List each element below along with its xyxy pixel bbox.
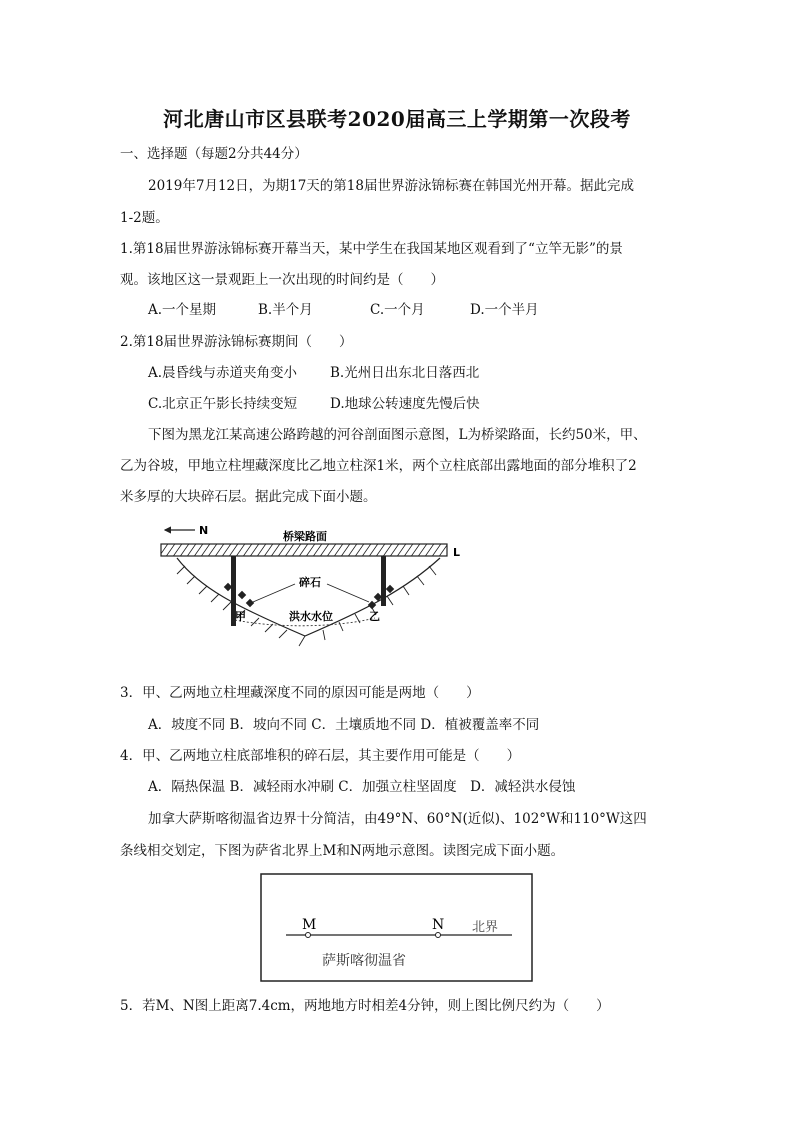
gravel-pointer-right	[327, 584, 369, 602]
q1-option-b: B.半个月	[258, 302, 313, 318]
gravel-yi-3	[368, 601, 376, 609]
gravel-pointer-left	[253, 584, 295, 602]
intro3-line2: 条线相交划定，下图为萨省北界上M和N两地示意图。读图完成下面小题。	[120, 843, 565, 859]
q4-stem: 4．甲、乙两地立柱底部堆积的碎石层，其主要作用可能是（ ）	[120, 748, 521, 764]
q2-option-a: A.晨昏线与赤道夹角变小	[148, 365, 298, 381]
q1-stem-line1: 1.第18届世界游泳锦标赛开幕当天，某中学生在我国某地区观看到了“立竿无影”的景	[120, 241, 623, 257]
gravel-jia	[224, 583, 232, 591]
jia-label: 甲	[235, 610, 246, 623]
intro2-line3: 米多厚的大块碎石层。据此完成下面小题。	[120, 489, 377, 505]
q2-option-d: D.地球公转速度先慢后快	[330, 396, 480, 412]
province-label: 萨斯喀彻温省	[322, 953, 406, 969]
intro2-line1: 下图为黑龙江某高速公路跨越的河谷剖面图示意图，L为桥梁路面，长约50米，甲、	[148, 427, 647, 443]
q2-option-c: C.北京正午影长持续变短	[148, 396, 298, 412]
north-label: N	[199, 524, 209, 537]
q1-stem-line2: 观。该地区这一景观距上一次出现的时间约是（ ）	[120, 272, 444, 288]
saskatchewan-border-figure	[260, 873, 534, 983]
q1-option-a: A.一个星期	[148, 302, 217, 318]
intro1-line2: 1-2题。	[120, 210, 169, 226]
q4-options: A．隔热保温 B．减轻雨水冲刷 C．加强立柱坚固度 D．减轻洪水侵蚀	[148, 779, 576, 795]
q3-options: A．坡度不同 B．坡向不同 C．土壤质地不同 D．植被覆盖率不同	[148, 717, 540, 733]
gravel-label: 碎石	[299, 576, 321, 589]
flood-level-label: 洪水水位	[289, 610, 333, 623]
point-n-icon	[436, 933, 441, 938]
q1-option-d: D.一个半月	[470, 302, 539, 318]
intro2-line2: 乙为谷坡，甲地立柱埋藏深度比乙地立柱深1米，两个立柱底部出露地面的部分堆积了2	[120, 458, 637, 474]
north-border-label: 北界	[472, 920, 499, 935]
yi-label: 乙	[369, 610, 380, 623]
gravel-yi	[386, 585, 394, 593]
gravel-jia-3	[246, 599, 254, 607]
q1-option-c: C.一个月	[370, 302, 425, 318]
point-m-label: M	[302, 917, 317, 933]
bridge-label: 桥梁路面	[283, 530, 327, 543]
q3-stem: 3．甲、乙两地立柱埋藏深度不同的原因可能是两地（ ）	[120, 685, 480, 701]
q5-stem: 5．若M、N图上距离7.4cm，两地地方时相差4分钟，则上图比例尺约为（ ）	[120, 998, 610, 1014]
intro1-line1: 2019年7月12日，为期17天的第18届世界游泳锦标赛在韩国光州开幕。据此完成	[148, 178, 634, 194]
point-n-label: N	[432, 917, 445, 933]
bridge-deck	[161, 544, 447, 556]
section-heading: 一、选择题（每题2分共44分）	[120, 146, 308, 162]
point-m-icon	[306, 933, 311, 938]
q2-stem: 2.第18届世界游泳锦标赛期间（ ）	[120, 334, 353, 350]
intro3-line1: 加拿大萨斯喀彻温省边界十分简洁，由49°N、60°N(近似)、102°W和110°W这四	[148, 811, 647, 827]
q2-option-b: B.光州日出东北日落西北	[330, 365, 480, 381]
bridge-L-label: L	[453, 546, 461, 559]
gravel-jia-2	[238, 591, 246, 599]
valley-cross-section-figure	[155, 518, 475, 663]
page-title: 河北唐山市区县联考2020届高三上学期第一次段考	[163, 107, 631, 131]
pillar-yi	[381, 556, 386, 606]
